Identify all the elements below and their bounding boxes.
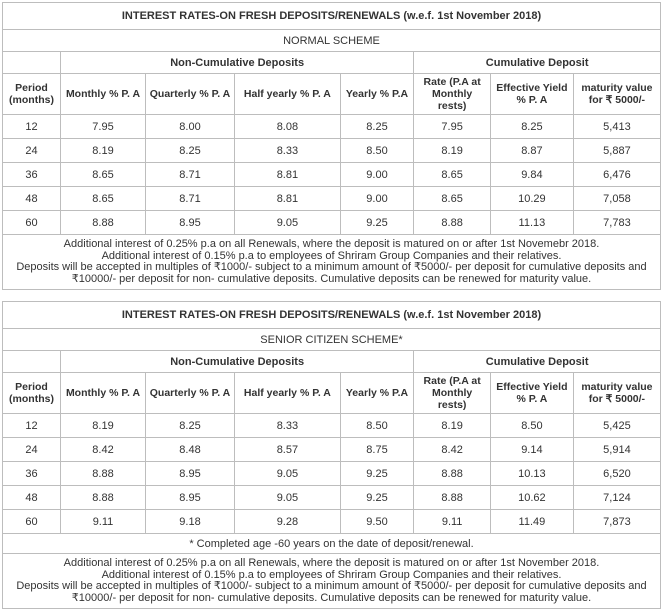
notes-row xyxy=(3,554,661,609)
notes-row xyxy=(3,235,661,290)
rate-cell: 10.13 xyxy=(490,462,573,486)
rate-cell: 8.19 xyxy=(61,139,146,163)
column-header xyxy=(490,74,573,115)
table-row xyxy=(3,438,661,462)
table-row xyxy=(3,139,661,163)
rate-cell: 8.88 xyxy=(414,462,491,486)
rate-cell: 8.65 xyxy=(414,163,491,187)
rate-cell: 9.14 xyxy=(490,438,573,462)
rate-cell: 8.00 xyxy=(145,115,234,139)
column-header-line: Half yearly % P. A xyxy=(243,88,331,100)
rate-cell: 7,124 xyxy=(573,486,660,510)
column-header-line: Effective Yield xyxy=(496,82,568,94)
rate-cell: 8.88 xyxy=(61,211,146,235)
rate-cell: 10.62 xyxy=(490,486,573,510)
normal-scheme-table xyxy=(2,2,661,290)
rate-cell: 8.42 xyxy=(61,438,146,462)
rate-cell: 8.95 xyxy=(145,486,234,510)
rate-cell: 9.11 xyxy=(414,510,491,534)
scheme-row xyxy=(3,329,661,351)
column-header xyxy=(145,373,234,414)
column-header-line: Monthly rests) xyxy=(432,387,473,411)
column-header-line: Yearly % P.A xyxy=(345,88,409,100)
period-cell: 48 xyxy=(3,486,61,510)
period-cell: 36 xyxy=(3,163,61,187)
rate-cell: 8.88 xyxy=(61,486,146,510)
cumulative-header: Cumulative Deposit xyxy=(414,52,661,74)
rate-cell: 9.05 xyxy=(235,486,341,510)
rate-cell: 9.25 xyxy=(340,486,414,510)
period-cell: 60 xyxy=(3,510,61,534)
rate-cell: 9.05 xyxy=(235,462,341,486)
rate-cell: 8.50 xyxy=(490,414,573,438)
group-header-row xyxy=(3,52,661,74)
rate-cell: 8.81 xyxy=(235,187,341,211)
senior-citizen-scheme-table xyxy=(2,301,661,609)
rate-cell: 7,058 xyxy=(573,187,660,211)
table-title: INTEREST RATES-ON FRESH DEPOSITS/RENEWALS (w.e.f. 1st November 2018) xyxy=(3,302,661,329)
rate-cell: 8.88 xyxy=(414,211,491,235)
rate-cell: 11.49 xyxy=(490,510,573,534)
column-header xyxy=(573,373,660,414)
column-header-line: Period xyxy=(15,82,48,94)
note-line: Deposits will be accepted in multiples of ₹1000/- subject to a minimum amount of ₹5000/- per deposit for cumulative deposits and xyxy=(16,261,647,273)
rate-cell: 8.19 xyxy=(61,414,146,438)
column-header xyxy=(235,373,341,414)
title-row xyxy=(3,3,661,30)
rate-cell: 7.95 xyxy=(61,115,146,139)
scheme-row xyxy=(3,30,661,52)
column-header-line: Quarterly % P. A xyxy=(149,387,231,399)
rate-cell: 8.71 xyxy=(145,163,234,187)
period-cell: 12 xyxy=(3,115,61,139)
rate-cell: 8.71 xyxy=(145,187,234,211)
rate-cell: 9.50 xyxy=(340,510,414,534)
rate-cell: 8.33 xyxy=(235,414,341,438)
table-row xyxy=(3,187,661,211)
rate-cell: 9.84 xyxy=(490,163,573,187)
rate-cell: 9.25 xyxy=(340,462,414,486)
rate-cell: 5,425 xyxy=(573,414,660,438)
period-cell: 60 xyxy=(3,211,61,235)
rate-cell: 9.11 xyxy=(61,510,146,534)
rate-cell: 6,520 xyxy=(573,462,660,486)
rate-cell: 7,783 xyxy=(573,211,660,235)
rate-cell: 9.00 xyxy=(340,163,414,187)
table-row xyxy=(3,486,661,510)
rate-cell: 5,413 xyxy=(573,115,660,139)
rate-cell: 8.25 xyxy=(145,414,234,438)
rate-cell: 8.50 xyxy=(340,414,414,438)
rate-cell: 8.65 xyxy=(414,187,491,211)
column-header xyxy=(490,373,573,414)
column-header xyxy=(414,373,491,414)
note-line: Additional interest of 0.15% p.a to employees of Shriram Group Companies and their relatives. xyxy=(101,249,562,262)
column-header xyxy=(340,74,414,115)
rate-cell: 8.19 xyxy=(414,139,491,163)
rate-cell: 8.88 xyxy=(61,462,146,486)
column-header-line: maturity value xyxy=(581,82,653,94)
note-line: Additional interest of 0.15% p.a to employees of Shriram Group Companies and their relatives. xyxy=(101,568,562,581)
column-header-line: Period xyxy=(15,381,48,393)
rate-cell: 7,873 xyxy=(573,510,660,534)
column-header-line: for ₹ 5000/- xyxy=(588,393,646,405)
rate-cell: 8.50 xyxy=(340,139,414,163)
column-header-line: maturity value xyxy=(581,381,653,393)
table-row xyxy=(3,211,661,235)
rate-cell: 8.95 xyxy=(145,462,234,486)
column-header-row xyxy=(3,373,661,414)
notes-cell xyxy=(3,554,661,609)
table-row xyxy=(3,414,661,438)
rate-cell: 9.25 xyxy=(340,211,414,235)
column-header xyxy=(3,74,61,115)
rate-cell: 9.05 xyxy=(235,211,341,235)
rate-cell: 8.48 xyxy=(145,438,234,462)
rate-cell: 9.18 xyxy=(145,510,234,534)
footnote-row xyxy=(3,534,661,554)
rate-cell: 5,914 xyxy=(573,438,660,462)
rate-cell: 8.81 xyxy=(235,163,341,187)
column-header-line: Rate (P.A at xyxy=(423,76,481,88)
period-cell: 48 xyxy=(3,187,61,211)
rate-cell: 8.65 xyxy=(61,187,146,211)
rate-cell: 8.08 xyxy=(235,115,341,139)
note-line: Additional interest of 0.25% p.a on all Renewals, where the deposit is matured on or after 1st Novemebr 2018. xyxy=(63,238,600,250)
column-header-line: Yearly % P.A xyxy=(345,387,409,399)
column-header-line: Effective Yield xyxy=(496,381,568,393)
column-header-line: % P. A xyxy=(516,393,548,405)
rate-cell: 11.13 xyxy=(490,211,573,235)
note-line: Deposits will be accepted in multiples of ₹1000/- subject to a minimum amount of ₹5000/- per deposit for cumulative deposits and xyxy=(16,580,647,592)
rate-cell: 8.19 xyxy=(414,414,491,438)
title-row xyxy=(3,302,661,329)
rate-cell: 8.95 xyxy=(145,211,234,235)
column-header-line: % P. A xyxy=(516,94,548,106)
rate-cell: 8.25 xyxy=(340,115,414,139)
rate-cell: 8.25 xyxy=(145,139,234,163)
rate-cell: 9.00 xyxy=(340,187,414,211)
column-header-row xyxy=(3,74,661,115)
rate-cell: 8.42 xyxy=(414,438,491,462)
rate-cell: 8.65 xyxy=(61,163,146,187)
column-header-line: for ₹ 5000/- xyxy=(588,94,646,106)
column-header-line: (months) xyxy=(9,393,54,405)
period-cell: 24 xyxy=(3,139,61,163)
column-header-line: Quarterly % P. A xyxy=(149,88,231,100)
table-row xyxy=(3,163,661,187)
non-cumulative-header: Non-Cumulative Deposits xyxy=(61,52,414,74)
column-header-line: (months) xyxy=(9,94,54,106)
period-cell: 24 xyxy=(3,438,61,462)
column-header xyxy=(573,74,660,115)
group-header-row xyxy=(3,351,661,373)
period-cell: 12 xyxy=(3,414,61,438)
column-header xyxy=(145,74,234,115)
rate-cell: 8.75 xyxy=(340,438,414,462)
table-row xyxy=(3,510,661,534)
column-header xyxy=(235,74,341,115)
empty-corner-cell xyxy=(3,351,61,373)
empty-corner-cell xyxy=(3,52,61,74)
column-header xyxy=(414,74,491,115)
column-header xyxy=(340,373,414,414)
column-header-line: Half yearly % P. A xyxy=(243,387,331,399)
period-cell: 36 xyxy=(3,462,61,486)
column-header xyxy=(61,74,146,115)
table-title: INTEREST RATES-ON FRESH DEPOSITS/RENEWALS (w.e.f. 1st November 2018) xyxy=(3,3,661,30)
rate-cell: 8.33 xyxy=(235,139,341,163)
column-header-line: Monthly rests) xyxy=(432,88,473,112)
column-header-line: Monthly % P. A xyxy=(65,88,141,100)
rate-cell: 8.25 xyxy=(490,115,573,139)
column-header-line: Rate (P.A at xyxy=(423,375,481,387)
scheme-name: SENIOR CITIZEN SCHEME* xyxy=(3,329,661,351)
note-line: ₹10000/- per deposit for non- cumulative deposits. Cumulative deposits can be renewed for maturity value. xyxy=(71,272,592,285)
rate-cell: 10.29 xyxy=(490,187,573,211)
rate-cell: 6,476 xyxy=(573,163,660,187)
non-cumulative-header: Non-Cumulative Deposits xyxy=(61,351,414,373)
notes-cell xyxy=(3,235,661,290)
rate-cell: 7.95 xyxy=(414,115,491,139)
column-header xyxy=(61,373,146,414)
table-row xyxy=(3,115,661,139)
table-row xyxy=(3,462,661,486)
scheme-name: NORMAL SCHEME xyxy=(3,30,661,52)
rate-cell: 8.57 xyxy=(235,438,341,462)
note-line: Additional interest of 0.25% p.a on all Renewals, where the deposit is matured on or after 1st November 2018. xyxy=(63,557,600,569)
rate-cell: 9.28 xyxy=(235,510,341,534)
column-header-line: Monthly % P. A xyxy=(65,387,141,399)
rate-cell: 8.88 xyxy=(414,486,491,510)
column-header xyxy=(3,373,61,414)
rate-cell: 8.87 xyxy=(490,139,573,163)
cumulative-header: Cumulative Deposit xyxy=(414,351,661,373)
footnote: * Completed age -60 years on the date of deposit/renewal. xyxy=(3,534,661,554)
rate-cell: 5,887 xyxy=(573,139,660,163)
note-line: ₹10000/- per deposit for non- cumulative deposits. Cumulative deposits can be renewed for maturity value. xyxy=(71,591,592,604)
